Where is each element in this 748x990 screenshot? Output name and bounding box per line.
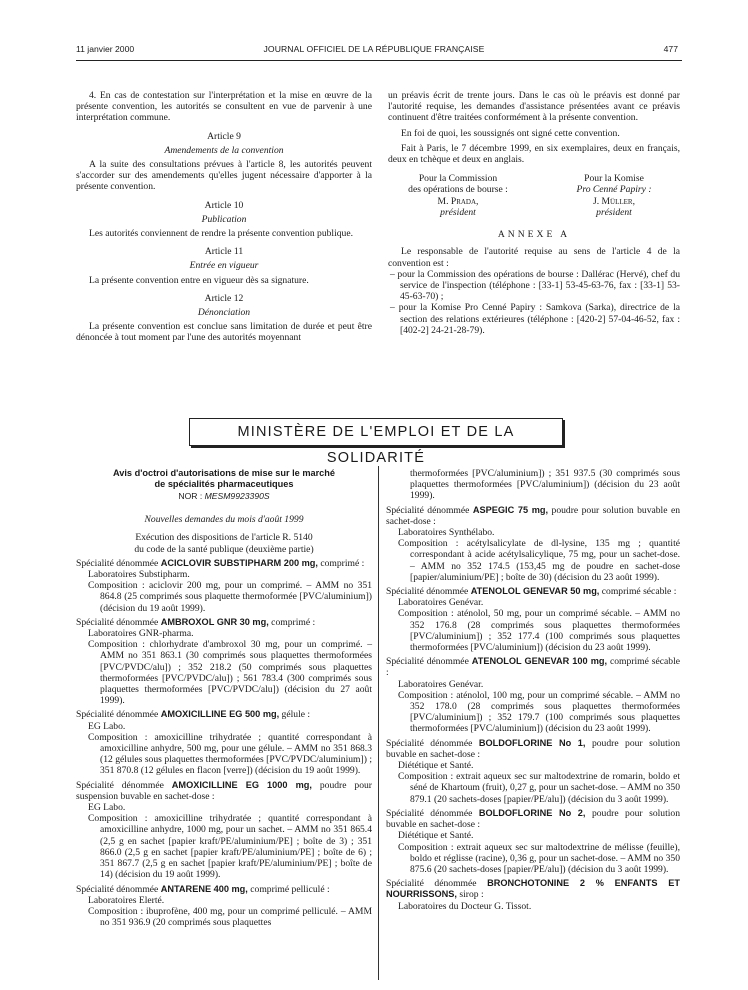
nor-label: NOR : <box>178 491 205 501</box>
specialite-amoxicilline-500 <box>76 709 372 720</box>
specialite-form: sirop : <box>456 889 484 901</box>
article-10-title: Publication <box>201 213 247 225</box>
specialite-atenolol-50 <box>386 586 680 597</box>
specialite-form: comprimé : <box>268 616 316 628</box>
composition: Composition : chlorhydrate d'ambroxol 30 mg, pour un comprimé. – AMM no 351 863.1 (30 comprimés sous plaquettes thermoformées [PVC/PVDC/alu]) ; 352 218.2 (50 comprimés sous plaquettes thermoformées [PVC/PVDC/alu]) ; 561 783.4 (300 comprimés sous plaquettes thermoformées [PVC/PVDC/alu]) (décision du 27 août 1999). <box>88 639 372 707</box>
specialite-antarene <box>76 884 372 895</box>
specialite-prefix: Spécialité dénommée <box>76 557 161 569</box>
composition: Composition : extrait aqueux sec sur maltodextrine de mélisse (feuille), boldo et réglisse (racine), 0,36 g, pour un sachet-dose. – AMM no 350 875.6 (20 sachets-doses [papier/PE/alu]) (décision du 3 août 1999). <box>398 841 680 875</box>
laboratory: Laboratoires Elerté. <box>88 894 165 906</box>
article-9-text: A la suite des consultations prévues à l'article 8, les autorités peuvent s'accorder sur des amendements qu'elles jugent nécessaire d'apporter à la présente convention. <box>76 159 372 193</box>
laboratory: EG Labo. <box>88 720 126 732</box>
laboratory: Laboratoires Genévar. <box>398 678 484 690</box>
article-12-text: La présente convention est conclue sans limitation de durée et peut être dénoncée à tout moment par l'une des autorités moyennant <box>76 321 372 344</box>
ministry-heading: MINISTÈRE DE L'EMPLOI ET DE LA SOLIDARITÉ <box>189 418 563 446</box>
laboratory: Laboratoires GNR-pharma. <box>88 628 194 640</box>
specialite-name: ATENOLOL GENEVAR 100 mg, <box>471 656 608 667</box>
top-right-column <box>388 90 680 336</box>
specialite-bronchotonine <box>386 878 680 900</box>
header-date: 11 janvier 2000 <box>76 44 135 54</box>
signatures <box>388 173 680 219</box>
laboratory: Laboratoires Synthélabo. <box>398 527 495 539</box>
signature-cob-line1: Pour la Commission <box>418 173 498 185</box>
specialite-aspegic <box>386 505 680 527</box>
laboratory: EG Labo. <box>88 802 126 814</box>
composition: Composition : aténolol, 50 mg, pour un comprimé sécable. – AMM no 352 176.8 (28 comprimés sous plaquettes thermoformées [PVC/aluminium]) ; 352 177.4 (100 comprimés sous plaquettes thermoformées [PVC/aluminium]) (décision du 23 août 1999). <box>398 608 680 654</box>
specialite-name: BRONCHOTONINE 2 % ENFANTS ET NOURRISSONS, <box>386 878 680 900</box>
laboratory: Diététique et Santé. <box>398 760 474 772</box>
journal-title: JOURNAL OFFICIEL DE LA RÉPUBLIQUE FRANÇAISE <box>263 44 485 54</box>
signature-cob <box>388 173 528 218</box>
composition: Composition : aténolol, 100 mg, pour un comprimé sécable. – AMM no 352 178.0 (28 comprimés sous plaquettes thermoformées [PVC/aluminium]) ; 352 179.7 (100 comprimés sous plaquettes thermoformées [PVC/aluminium]) (décision du 23 août 1999). <box>398 689 680 735</box>
specialite-prefix: Spécialité dénommée <box>386 586 471 598</box>
header-rule <box>76 60 682 61</box>
composition: Composition : aciclovir 200 mg, pour un comprimé. – AMM no 351 864.8 (25 comprimés sous plaquette thermoformée [PVC/aluminium]) (décision du 19 août 1999). <box>88 580 372 614</box>
article-10-heading: Article 10 <box>204 199 244 211</box>
specialite-form: poudre pour suspension buvable en sachet-dose : <box>76 779 373 802</box>
bottom-left-column <box>76 468 372 928</box>
specialite-prefix: Spécialité dénommée <box>386 504 473 516</box>
signature-komise <box>548 173 680 218</box>
nor-reference <box>76 491 372 502</box>
execution-line2: du code de la santé publique (deuxième partie) <box>134 543 314 555</box>
signature-komise-role: président <box>596 206 632 218</box>
specialite-name: BOLDOFLORINE No 2, <box>478 807 586 818</box>
laboratory: Diététique et Santé. <box>398 830 474 842</box>
signature-komise-name: J. Müller, <box>592 195 635 207</box>
specialite-name: AMBROXOL GNR 30 mg, <box>160 616 269 627</box>
article-12-heading: Article 12 <box>204 292 244 304</box>
composition: Composition : amoxicilline trihydratée ; quantité correspondant à amoxicilline anhydre, 1000 mg, pour un sachet. – AMM no 351 865.4 (2,5 g en sachet [papier kraft/PE/aluminium/PE] ; boîte de 3) ; 351 866.0 (2,5 g en sachet [papier kraft/PE/aluminium/PE] ; boîte de 6) ; 351 867.7 (2,5 g en sachet [papier kraft/PE/aluminium/PE] ; boîte de 14) (décision du 19 août 1999). <box>88 813 372 881</box>
column-divider <box>378 466 379 980</box>
specialite-prefix: Spécialité dénommée <box>76 709 161 721</box>
specialite-aciclovir <box>76 558 372 569</box>
specialite-name: BOLDOFLORINE No 1, <box>478 737 586 748</box>
specialite-amoxicilline-1000 <box>76 780 372 802</box>
specialite-boldoflorine-1 <box>386 738 680 760</box>
specialite-prefix: Spécialité dénommée <box>76 616 161 628</box>
signature-cob-line2: des opérations de bourse : <box>408 184 508 196</box>
nor-code: MESM9923390S <box>204 491 270 501</box>
laboratory: Laboratoires Genévar. <box>398 597 484 609</box>
en-foi-text: En foi de quoi, les soussignés ont signé cette convention. <box>401 127 620 139</box>
laboratory: Laboratoires Substipharm. <box>88 569 190 581</box>
specialite-name: AMOXICILLINE EG 500 mg, <box>160 709 280 720</box>
specialite-prefix: Spécialité dénommée <box>386 737 479 749</box>
specialite-prefix: Spécialité dénommée <box>76 883 161 895</box>
signature-komise-line1: Pour la Komise <box>584 173 644 185</box>
specialite-form: comprimé : <box>317 557 365 569</box>
specialite-form: poudre pour solution buvable en sachet-dose : <box>386 504 680 527</box>
annexe-heading: ANNEXE A <box>497 229 571 241</box>
specialite-prefix: Spécialité dénommée <box>386 807 479 819</box>
bottom-right-column <box>386 468 680 912</box>
article-9-title: Amendements de la convention <box>164 144 284 156</box>
signature-cob-role: président <box>440 206 476 218</box>
article-11-title: Entrée en vigueur <box>189 260 259 272</box>
specialite-form: poudre pour solution buvable en sachet-dose : <box>386 807 681 831</box>
page-number: 477 <box>663 44 678 54</box>
avis-title-line2: de spécialités pharmaceutiques <box>154 478 294 489</box>
composition: Composition : acétylsalicylate de dl-lysine, 135 mg ; quantité correspondant à acide acétylsalicylique, 75 mg, pour un sachet-dose. – AMM no 352 174.5 (153,45 mg de poudre en sachet-dose [papier/aluminium/PE] ; boîte de 30) (décision du 23 août 1999). <box>398 538 680 583</box>
signature-cob-name: M. Prada, <box>437 195 479 207</box>
specialite-name: ANTARENE 400 mg, <box>160 883 248 894</box>
specialite-form: gélule : <box>279 709 311 721</box>
specialite-boldoflorine-2 <box>386 808 680 830</box>
specialite-form: poudre pour solution buvable en sachet-dose : <box>386 737 681 760</box>
signature-komise-line2: Pro Cenné Papiry : <box>576 184 652 196</box>
composition: Composition : extrait aqueux sec sur maltodextrine de romarin, boldo et séné de Khartoum (fruit), 0,27 g, pour un sachet-dose. – AMM no 350 879.1 (20 sachets-doses [papier/PE/alu]) (décision du 3 août 1999). <box>398 771 680 805</box>
article-9-heading: Article 9 <box>207 130 241 142</box>
composition-continued: thermoformées [PVC/aluminium]) ; 351 937.5 (30 comprimés sous plaquettes thermoformées [PVC/aluminium]) (décision du 23 août 1999). <box>410 468 680 502</box>
annexe-intro: Le responsable de l'autorité requise au sens de l'article 4 de la convention est : <box>388 246 680 269</box>
laboratory: Laboratoires du Docteur G. Tissot. <box>398 900 532 912</box>
fait-text: Fait à Paris, le 7 décembre 1999, en six exemplaires, deux en français, deux en tchèque et deux en anglais. <box>388 142 680 166</box>
article-11-text: La présente convention entre en vigueur dès sa signature. <box>89 274 309 286</box>
specialite-form: comprimé sécable : <box>599 586 677 598</box>
composition: Composition : ibuprofène, 400 mg, pour un comprimé pelliculé. – AMM no 351 936.9 (20 comprimés sous plaquettes <box>88 905 372 929</box>
composition: Composition : amoxicilline trihydratée ; quantité correspondant à amoxicilline anhydre, 500 mg, pour une gélule. – AMM no 351 868.3 (12 gélules sous plaquettes thermoformées [PVC/PVDC/aluminium]) ; 351 870.8 (12 gélules en flacon [verre]) (décision du 19 août 1999). <box>88 731 372 777</box>
specialite-ambroxol <box>76 617 372 628</box>
specialite-form: comprimé pelliculé : <box>247 883 330 895</box>
annexe-item-komise: – pour la Komise Pro Cenné Papiry : Samkova (Sarka), directrice de la section des relations extérieures (téléphone : [420-2] 57-04-46-52, fax : [402-2] 24-21-28-79). <box>390 302 680 336</box>
article-12-title: Dénonciation <box>197 307 251 319</box>
specialite-prefix: Spécialité dénommée <box>76 779 172 791</box>
avis-title-line1: Avis d'octroi d'autorisations de mise sur le marché <box>112 468 336 478</box>
article-10-text: Les autorités conviennent de rendre la présente convention publique. <box>89 228 354 240</box>
specialite-prefix: Spécialité dénommée <box>386 878 488 890</box>
specialite-name: ACICLOVIR SUBSTIPHARM 200 mg, <box>160 557 318 568</box>
preavis-text: un préavis écrit de trente jours. Dans le cas où le préavis est donné par l'autorité requise, les demandes d'assistance présentées avant ce préavis continuent d'être traitées conformément à la présente convention. <box>388 90 680 124</box>
specialite-atenolol-100 <box>386 656 680 678</box>
annexe-item-cob: – pour la Commission des opérations de bourse : Dallérac (Hervé), chef du service de l'inspection (téléphone : [33-1] 53-45-63-76, fax : [33-1] 53-45-63-70) ; <box>390 268 680 303</box>
specialite-name: AMOXICILLINE EG 1000 mg, <box>171 779 312 790</box>
article-11-heading: Article 11 <box>204 246 244 258</box>
nouvelles-demandes: Nouvelles demandes du mois d'août 1999 <box>144 514 304 526</box>
specialite-name: ASPEGIC 75 mg, <box>472 504 549 515</box>
execution-line1: Exécution des dispositions de l'article R. 5140 <box>135 532 313 544</box>
specialite-form: comprimé sécable : <box>386 656 680 679</box>
top-left-column <box>76 90 372 344</box>
page-header <box>68 44 680 58</box>
specialite-prefix: Spécialité dénommée <box>386 656 472 668</box>
specialite-name: ATENOLOL GENEVAR 50 mg, <box>470 586 600 597</box>
paragraph-4: 4. En cas de contestation sur l'interprétation et la mise en œuvre de la présente convention, les autorités se consultent en vue de parvenir à une interprétation commune. <box>76 90 372 124</box>
